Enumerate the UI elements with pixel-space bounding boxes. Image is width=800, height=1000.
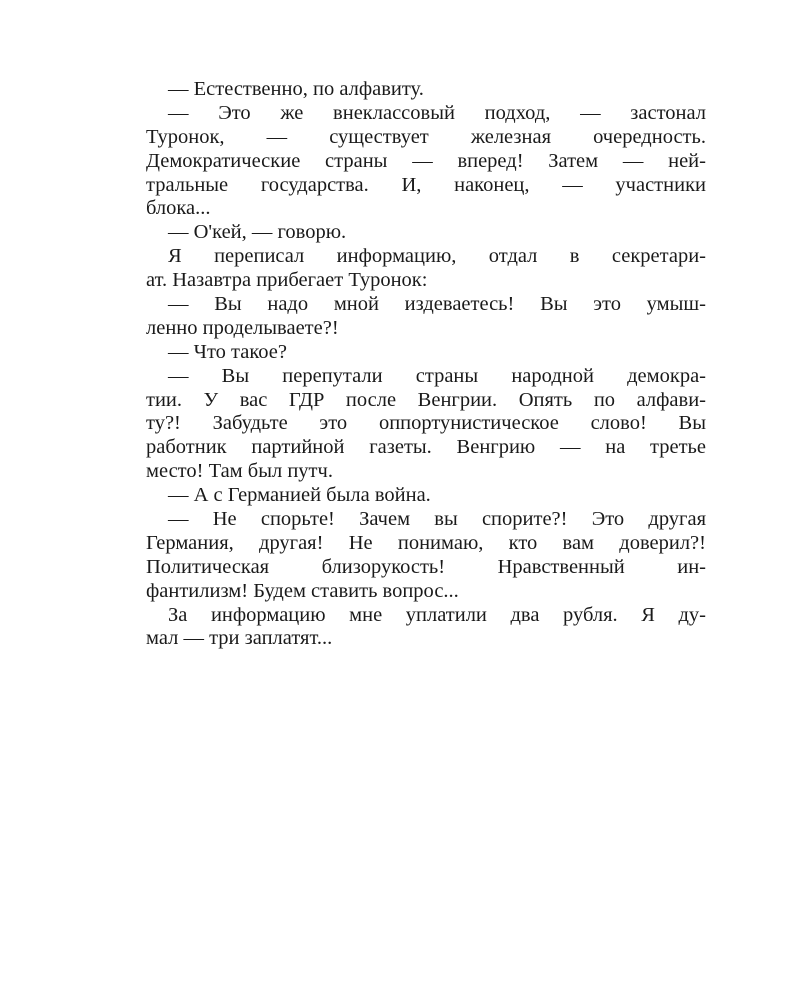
text-line-16: работник партийной газеты. Венгрию — на третье bbox=[146, 436, 706, 459]
text-line-13: — Вы перепутали страны народной демокра- bbox=[168, 364, 706, 387]
text-line-11: ленно проделываете?! bbox=[146, 316, 339, 339]
text-line-1: — Естественно, по алфавиту. bbox=[168, 78, 424, 100]
text-line-17: место! Там был путч. bbox=[146, 460, 333, 483]
text-line-7: — О'кей, — говорю. bbox=[168, 221, 347, 244]
text-line-19: — Не спорьте! Зачем вы спорите?! Это другая bbox=[168, 508, 706, 531]
text-line-15: ту?! Забудьте это оппортунистическое слово! Вы bbox=[146, 412, 706, 435]
text-line-3: Туронок, — существует железная очередность. bbox=[146, 125, 706, 148]
text-line-2: — Это же внеклассовый подход, — застонал bbox=[168, 101, 706, 124]
text-line-22: фантилизм! Будем ставить вопрос... bbox=[146, 579, 459, 602]
text-line-14: тии. У вас ГДР после Венгрии. Опять по алфави- bbox=[146, 388, 706, 411]
text-line-8: Я переписал информацию, отдал в секретари- bbox=[168, 245, 706, 268]
text-line-18: — А с Германией была война. bbox=[168, 484, 431, 507]
text-line-6: блока... bbox=[146, 197, 211, 220]
text-line-4: Демократические страны — вперед! Затем — ней- bbox=[146, 149, 706, 172]
text-line-23: За информацию мне уплатили два рубля. Я ду- bbox=[168, 603, 706, 626]
text-line-21: Политическая близорукость! Нравственный ин- bbox=[146, 555, 706, 578]
text-line-5: тральные государства. И, наконец, — участники bbox=[146, 173, 706, 196]
text-line-10: — Вы надо мной издеваетесь! Вы это умыш- bbox=[168, 293, 706, 316]
text-line-9: ат. Назавтра прибегает Туронок: bbox=[146, 269, 428, 292]
text-line-24: мал — три заплатят... bbox=[146, 627, 333, 650]
text-line-12: — Что такое? bbox=[168, 340, 287, 363]
text-line-20: Германия, другая! Не понимаю, кто вам доверил?! bbox=[146, 531, 706, 554]
text-page bbox=[146, 78, 706, 651]
